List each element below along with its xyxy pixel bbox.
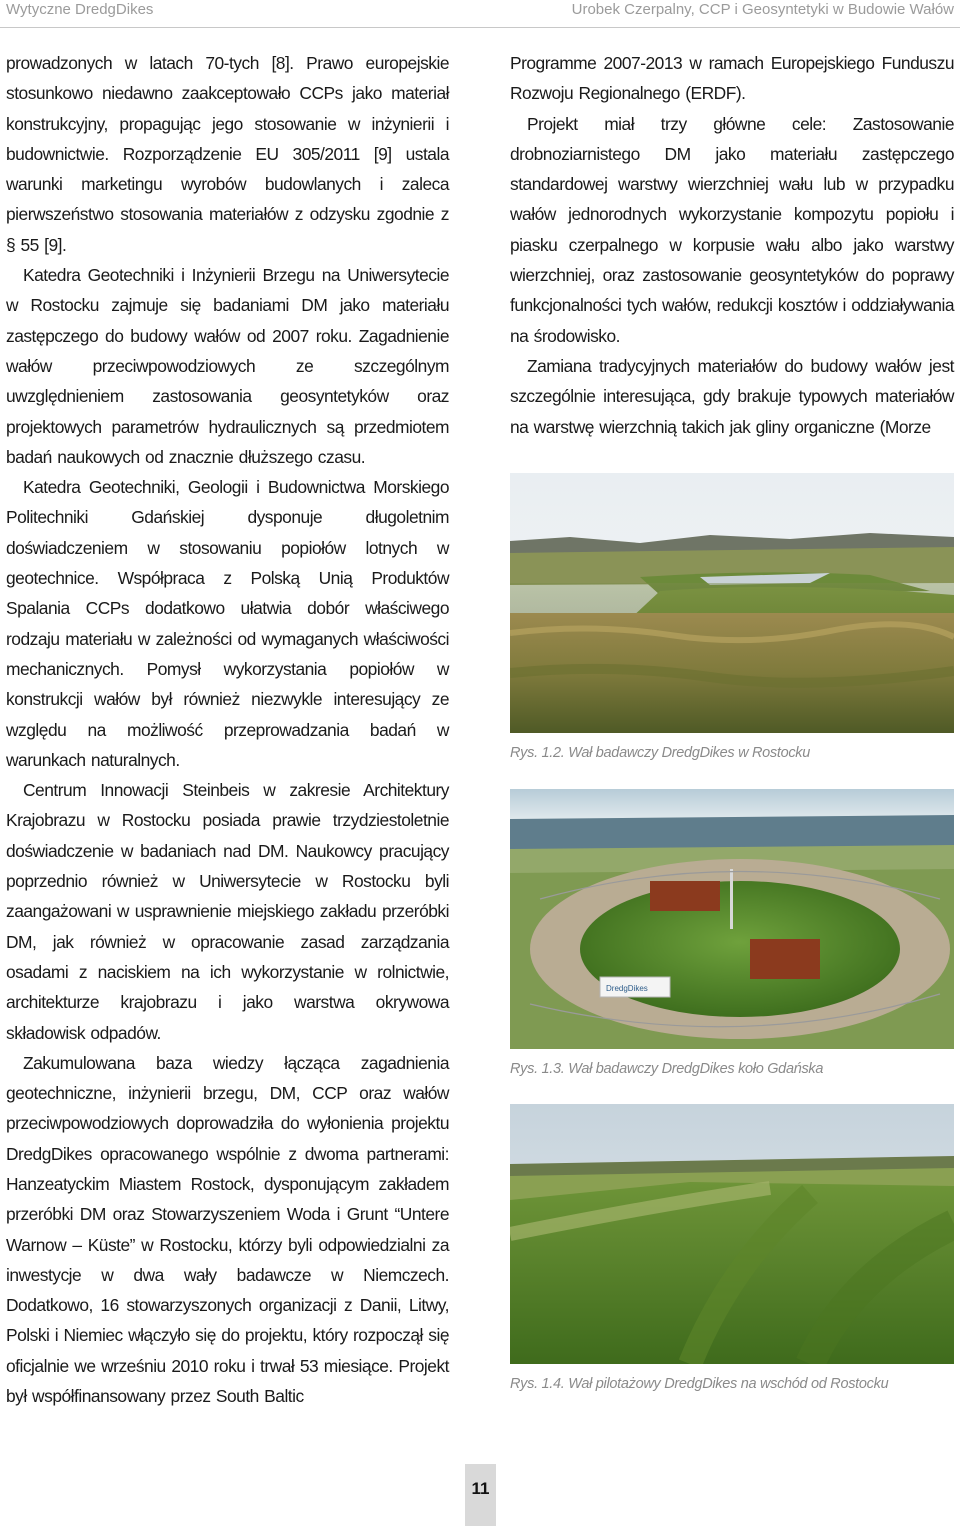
header-chapter-title: Urobek Czerpalny, CCP i Geosyntetyki w Budowie Wałów bbox=[571, 1, 954, 18]
photo-dike-gdansk bbox=[510, 789, 954, 1049]
paragraph: Katedra Geotechniki i Inżynierii Brzegu na Uniwersytecie w Rostocku zajmuje się badaniami DM jako materiału zastępczego do budowy wałów od 2007 roku. Zagadnienie wałów przeciwpowodziowych ze szczególnym uwzględnieniem zastosowania geosyntetyków oraz projektowych parametrów hydraulicznych są przedmiotem badań naukowych od znacznie dłuższego czasu. bbox=[6, 265, 449, 467]
photo-pilot-dike bbox=[510, 1104, 954, 1364]
figure-caption: Rys. 1.3. Wał badawczy DredgDikes koło Gdańska bbox=[510, 1061, 824, 1077]
page-number: 11 bbox=[465, 1464, 496, 1526]
paragraph: prowadzonych w latach 70-tych [8]. Prawo europejskie stosunkowo niedawno zaakceptowało CCPs jako materiał konstrukcyjny, propagując jego stosowanie w inżynierii i budownictwie. Rozporządzenie EU 305/2011 [9] ustala warunki marketingu wyrobów budowlanych i zaleca pierwszeństwo stosowania materiałów z odzysku zgodnie z § 55 [9]. bbox=[6, 53, 449, 255]
photo-dike-rostock bbox=[510, 473, 954, 733]
figure-caption: Rys. 1.2. Wał badawczy DredgDikes w Rostocku bbox=[510, 745, 811, 761]
header-rule bbox=[0, 27, 960, 28]
right-text-column bbox=[510, 48, 954, 442]
paragraph: Centrum Innowacji Steinbeis w zakresie Architektury Krajobrazu w Rostocku posiada prawie trzydziestoletnie doświadczenie w badaniach nad DM. Naukowcy pracujący poprzednio również w Uniwersytecie w Rostocku byli zaangażowani w usprawnienie miejskiego zakładu przeróbki DM, jak również w opracowanie zasad zarządzania osadami z naciskiem na ich wykorzystanie w rolnictwie, architekturze krajobrazu i jako warstwa okrywowa składowisk odpadów. bbox=[6, 780, 449, 1043]
header-document-title: Wytyczne DredgDikes bbox=[6, 1, 154, 18]
left-text-column bbox=[6, 48, 449, 1411]
paragraph: Projekt miał trzy główne cele: Zastosowanie drobnoziarnistego DM jako materiału zastępczego standardowej warstwy wierzchniej wału lub w przypadku wałów jednorodnych wykorzystanie kompozytu popiołu i piasku czerpalnego w korpusie wału albo jako warstwy wierzchniej, oraz zastosowanie geosyntetyków do poprawy funkcjonalności tych wałów, redukcji kosztów i oddziaływania na środowisko. bbox=[510, 113, 954, 346]
paragraph: Programme 2007-2013 w ramach Europejskiego Funduszu Rozwoju Regionalnego (ERDF). bbox=[510, 53, 954, 104]
paragraph: Zakumulowana baza wiedzy łącząca zagadnienia geotechniczne, inżynierii brzegu, DM, CCP oraz wałów przeciwpowodziowych doprowadziła do wyłonienia projektu DredgDikes opracowanego wspólnie z dwoma partnerami: Hanzeatyckim Miastem Rostock, dysponującym zakładem przeróbki DM oraz Stowarzyszeniem Woda i Grunt “Untere Warnow – Küste” w Rostocku, którzy byli odpowiedzialni za inwestycje w dwa wały badawcze w Niemczech. Dodatkowo, 16 stowarzyszonych organizacji z Danii, Litwy, Polski i Niemiec włączyło się do projektu, który rozpoczął się oficjalnie we wrześniu 2010 roku i trwał 53 miesiące. Projekt był współfinansowany przez South Baltic bbox=[6, 1052, 449, 1407]
sign-text: DredgDikes bbox=[606, 984, 648, 993]
paragraph: Katedra Geotechniki, Geologii i Budownictwa Morskiego Politechniki Gdańskiej dysponuje długoletnim doświadczeniem w stosowaniu popiołów lotnych w geotechnice. Współpraca z Polską Unią Produktów Spalania CCPs dodatkowo ułatwia dobór właściwego rodzaju materiału w zależności od wymaganych właściwości mechanicznych. Pomysł wykorzystania popiołów w konstrukcji wałów był również niezwykle interesujący ze względu na możliwość przeprowadzania badań w warunkach naturalnych. bbox=[6, 477, 449, 770]
figure-caption: Rys. 1.4. Wał pilotażowy DredgDikes na wschód od Rostocku bbox=[510, 1376, 889, 1392]
paragraph: Zamiana tradycyjnych materiałów do budowy wałów jest szczególnie interesująca, gdy brakuje typowych materiałów na warstwę wierzchnią takich jak gliny organiczne (Morze bbox=[510, 355, 954, 437]
page-header bbox=[0, 0, 960, 30]
